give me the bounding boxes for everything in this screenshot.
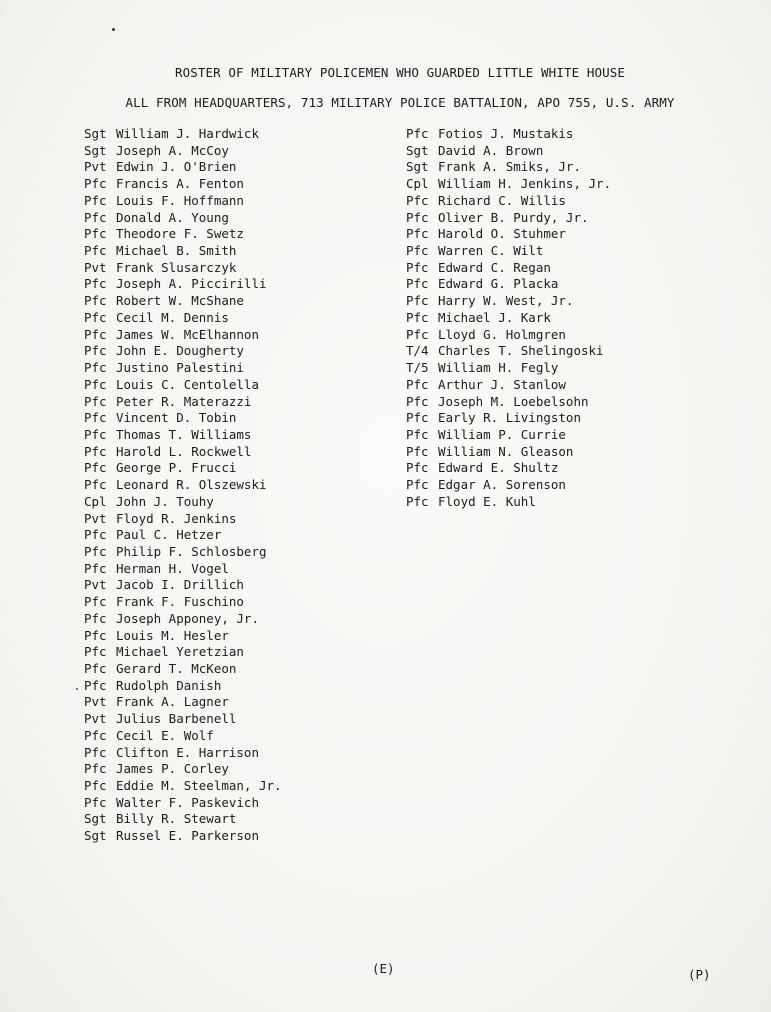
- soldier-name: Walter F. Paskevich: [116, 794, 259, 810]
- roster-entry: [84, 694, 282, 711]
- soldier-name: Arthur J. Stanlow: [438, 376, 566, 392]
- rank-label: Pfc: [84, 410, 107, 426]
- soldier-name: Rudolph Danish: [116, 677, 222, 693]
- roster-entry: [84, 176, 282, 193]
- rank-label: Pfc: [84, 176, 107, 192]
- roster-entry: [406, 377, 611, 394]
- rank-label: Pfc: [84, 243, 107, 259]
- soldier-name: Harry W. West, Jr.: [438, 293, 574, 309]
- roster-entry: [84, 243, 282, 260]
- rank-label: Pfc: [84, 560, 107, 576]
- soldier-name: John J. Touhy: [116, 493, 214, 509]
- rank-label: Pvt: [84, 711, 107, 727]
- roster-entry: [84, 410, 282, 427]
- soldier-name: Robert W. McShane: [116, 293, 244, 309]
- rank-label: Pvt: [84, 259, 107, 275]
- rank-label: Pvt: [84, 510, 107, 526]
- soldier-name: Joseph A. McCoy: [116, 142, 229, 158]
- rank-label: Pfc: [406, 276, 429, 292]
- roster-entry: [84, 126, 282, 143]
- rank-label: Sgt: [406, 159, 429, 175]
- roster-entry: [406, 477, 611, 494]
- soldier-name: Charles T. Shelingoski: [438, 343, 604, 359]
- roster-entry: [84, 594, 282, 611]
- rank-label: Pfc: [406, 243, 429, 259]
- soldier-name: William H. Fegly: [438, 360, 559, 376]
- rank-label: Pfc: [84, 226, 107, 242]
- soldier-name: Michael J. Kark: [438, 309, 551, 325]
- roster-entry: [406, 193, 611, 210]
- soldier-name: Edwin J. O'Brien: [116, 159, 237, 175]
- rank-label: Pfc: [84, 360, 107, 376]
- soldier-name: Justino Palestini: [116, 360, 244, 376]
- rank-label: Sgt: [406, 142, 429, 158]
- rank-label: Sgt: [84, 126, 107, 141]
- rank-label: Pfc: [406, 309, 429, 325]
- rank-label: Pfc: [84, 610, 107, 626]
- soldier-name: Early R. Livingston: [438, 410, 581, 426]
- roster-entry: [84, 477, 282, 494]
- roster-entry: [84, 460, 282, 477]
- rank-label: Pfc: [406, 410, 429, 426]
- roster-entry: [406, 143, 611, 160]
- soldier-name: Cecil E. Wolf: [116, 727, 214, 743]
- soldier-name: Donald A. Young: [116, 209, 229, 225]
- roster-entry: [84, 811, 282, 828]
- ink-speck: [112, 28, 115, 31]
- roster-entry: [406, 410, 611, 427]
- rank-label: Pfc: [84, 460, 107, 476]
- roster-entry: [84, 795, 282, 812]
- roster-entry: [406, 460, 611, 477]
- soldier-name: Louis C. Centolella: [116, 376, 259, 392]
- roster-entry: [406, 343, 611, 360]
- roster-entry: [84, 444, 282, 461]
- roster-entry: [84, 728, 282, 745]
- roster-entry: [84, 527, 282, 544]
- soldier-name: Harold L. Rockwell: [116, 443, 252, 459]
- soldier-name: Frank A. Smiks, Jr.: [438, 159, 581, 175]
- rank-label: Pfc: [84, 527, 107, 543]
- rank-label: Pfc: [84, 661, 107, 676]
- soldier-name: David A. Brown: [438, 142, 544, 158]
- ink-speck: [76, 688, 78, 690]
- soldier-name: Oliver B. Purdy, Jr.: [438, 209, 589, 225]
- rank-label: Pvt: [84, 694, 107, 710]
- roster-entry: [84, 360, 282, 377]
- rank-label: Pfc: [84, 477, 107, 493]
- rank-label: T/5: [406, 360, 429, 376]
- rank-label: Pfc: [406, 259, 429, 275]
- roster-entry: [84, 828, 282, 845]
- rank-label: Pfc: [84, 376, 107, 392]
- roster-entry: [406, 293, 611, 310]
- soldier-name: George P. Frucci: [116, 460, 237, 476]
- soldier-name: Vincent D. Tobin: [116, 410, 237, 426]
- soldier-name: John E. Dougherty: [116, 343, 244, 359]
- soldier-name: James P. Corley: [116, 761, 229, 777]
- roster-entry: [406, 394, 611, 411]
- soldier-name: Cecil M. Dennis: [116, 309, 229, 325]
- rank-label: Pfc: [406, 376, 429, 392]
- rank-label: Pfc: [84, 276, 107, 292]
- rank-label: Pfc: [84, 627, 107, 643]
- rank-label: T/4: [406, 343, 429, 359]
- rank-label: Pfc: [84, 644, 107, 660]
- soldier-name: Herman H. Vogel: [116, 560, 229, 576]
- roster-entry: [84, 293, 282, 310]
- rank-label: Cpl: [84, 493, 107, 509]
- roster-entry: [406, 210, 611, 227]
- roster-left-column: [84, 126, 282, 845]
- soldier-name: Frank Slusarczyk: [116, 259, 237, 275]
- soldier-name: William N. Gleason: [438, 443, 574, 459]
- rank-label: Pfc: [84, 594, 107, 610]
- rank-label: Sgt: [84, 142, 107, 158]
- rank-label: Pfc: [84, 343, 107, 359]
- soldier-name: Edgar A. Sorenson: [438, 477, 566, 493]
- roster-entry: [84, 327, 282, 344]
- soldier-name: Paul C. Hetzer: [116, 527, 222, 543]
- rank-label: Pfc: [406, 226, 429, 242]
- roster-right-column: [406, 126, 611, 511]
- roster-entry: [84, 678, 282, 695]
- roster-entry: [84, 561, 282, 578]
- soldier-name: Louis F. Hoffmann: [116, 192, 244, 208]
- soldier-name: Gerard T. McKeon: [116, 661, 237, 676]
- rank-label: Pfc: [406, 443, 429, 459]
- roster-entry: [406, 159, 611, 176]
- soldier-name: Clifton E. Harrison: [116, 744, 259, 760]
- rank-label: Sgt: [84, 828, 107, 844]
- rank-label: Pfc: [406, 326, 429, 342]
- soldier-name: Joseph A. Piccirilli: [116, 276, 267, 292]
- soldier-name: Edward E. Shultz: [438, 460, 559, 476]
- rank-label: Pfc: [84, 309, 107, 325]
- roster-entry: [84, 310, 282, 327]
- corner-mark: (P): [688, 967, 711, 982]
- rank-label: Pfc: [84, 443, 107, 459]
- rank-label: Pfc: [406, 192, 429, 208]
- soldier-name: Joseph M. Loebelsohn: [438, 393, 589, 409]
- roster-entry: [84, 494, 282, 511]
- roster-entry: [84, 778, 282, 795]
- soldier-name: Edward C. Regan: [438, 259, 551, 275]
- rank-label: Pvt: [84, 159, 107, 175]
- soldier-name: William P. Currie: [438, 426, 566, 442]
- rank-label: Pfc: [84, 209, 107, 225]
- roster-entry: [84, 761, 282, 778]
- rank-label: Pfc: [406, 126, 429, 141]
- roster-entry: [84, 544, 282, 561]
- rank-label: Pfc: [84, 543, 107, 559]
- soldier-name: Richard C. Willis: [438, 192, 566, 208]
- rank-label: Pfc: [84, 393, 107, 409]
- roster-entry: [84, 210, 282, 227]
- soldier-name: Jacob I. Drillich: [116, 577, 244, 593]
- roster-entry: [84, 377, 282, 394]
- rank-label: Pfc: [406, 293, 429, 309]
- soldier-name: William J. Hardwick: [116, 126, 259, 141]
- rank-label: Cpl: [406, 176, 429, 192]
- roster-entry: [84, 644, 282, 661]
- roster-entry: [406, 360, 611, 377]
- soldier-name: Philip F. Schlosberg: [116, 543, 267, 559]
- roster-entry: [406, 427, 611, 444]
- soldier-name: Louis M. Hesler: [116, 627, 229, 643]
- roster-entry: [406, 243, 611, 260]
- roster-entry: [84, 343, 282, 360]
- soldier-name: William H. Jenkins, Jr.: [438, 176, 612, 192]
- rank-label: Pfc: [406, 393, 429, 409]
- soldier-name: Frank F. Fuschino: [116, 594, 244, 610]
- rank-label: Pfc: [84, 778, 107, 794]
- soldier-name: Floyd R. Jenkins: [116, 510, 237, 526]
- rank-label: Pfc: [84, 727, 107, 743]
- roster-entry: [84, 226, 282, 243]
- roster-entry: [84, 143, 282, 160]
- soldier-name: Billy R. Stewart: [116, 811, 237, 827]
- roster-entry: [84, 711, 282, 728]
- soldier-name: Floyd E. Kuhl: [438, 493, 536, 509]
- rank-label: Pfc: [406, 493, 429, 509]
- rank-label: Pfc: [84, 761, 107, 777]
- rank-label: Pfc: [406, 209, 429, 225]
- roster-entry: [84, 745, 282, 762]
- roster-entry: [406, 226, 611, 243]
- rank-label: Pfc: [84, 192, 107, 208]
- soldier-name: Edward G. Placka: [438, 276, 559, 292]
- roster-entry: [406, 327, 611, 344]
- roster-entry: [406, 260, 611, 277]
- document-subtitle: ALL FROM HEADQUARTERS, 713 MILITARY POLICE BATTALION, APO 755, U.S. ARMY: [125, 95, 675, 110]
- soldier-name: Julius Barbenell: [116, 711, 237, 727]
- roster-entry: [406, 310, 611, 327]
- soldier-name: Eddie M. Steelman, Jr.: [116, 778, 282, 794]
- soldier-name: Theodore F. Swetz: [116, 226, 244, 242]
- soldier-name: Harold O. Stuhmer: [438, 226, 566, 242]
- roster-entry: [406, 126, 611, 143]
- soldier-name: James W. McElhannon: [116, 326, 259, 342]
- document-title: ROSTER OF MILITARY POLICEMEN WHO GUARDED LITTLE WHITE HOUSE: [175, 65, 625, 80]
- rank-label: Sgt: [84, 811, 107, 827]
- roster-entry: [84, 661, 282, 678]
- rank-label: Pfc: [84, 293, 107, 309]
- roster-entry: [84, 276, 282, 293]
- roster-entry: [406, 276, 611, 293]
- rank-label: Pfc: [84, 326, 107, 342]
- rank-label: Pfc: [406, 477, 429, 493]
- soldier-name: Michael B. Smith: [116, 243, 237, 259]
- rank-label: Pfc: [84, 744, 107, 760]
- soldier-name: Peter R. Materazzi: [116, 393, 252, 409]
- soldier-name: Joseph Apponey, Jr.: [116, 610, 259, 626]
- roster-entry: [84, 577, 282, 594]
- roster-entry: [84, 628, 282, 645]
- soldier-name: Russel E. Parkerson: [116, 828, 259, 844]
- soldier-name: Thomas T. Williams: [116, 426, 252, 442]
- soldier-name: Leonard R. Olszewski: [116, 477, 267, 493]
- rank-label: Pvt: [84, 577, 107, 593]
- soldier-name: Frank A. Lagner: [116, 694, 229, 710]
- rank-label: Pfc: [84, 794, 107, 810]
- soldier-name: Michael Yeretzian: [116, 644, 244, 660]
- soldier-name: Fotios J. Mustakis: [438, 126, 574, 141]
- roster-entry: [406, 444, 611, 461]
- roster-entry: [84, 193, 282, 210]
- soldier-name: Warren C. Wilt: [438, 243, 544, 259]
- rank-label: Pfc: [84, 426, 107, 442]
- page-mark: (E): [372, 961, 395, 976]
- soldier-name: Lloyd G. Holmgren: [438, 326, 566, 342]
- roster-entry: [84, 260, 282, 277]
- soldier-name: Francis A. Fenton: [116, 176, 244, 192]
- roster-entry: [406, 494, 611, 511]
- roster-entry: [84, 427, 282, 444]
- roster-entry: [84, 159, 282, 176]
- rank-label: Pfc: [406, 426, 429, 442]
- rank-label: Pfc: [406, 460, 429, 476]
- roster-entry: [84, 511, 282, 528]
- roster-entry: [406, 176, 611, 193]
- roster-entry: [84, 394, 282, 411]
- rank-label: Pfc: [84, 677, 107, 693]
- roster-entry: [84, 611, 282, 628]
